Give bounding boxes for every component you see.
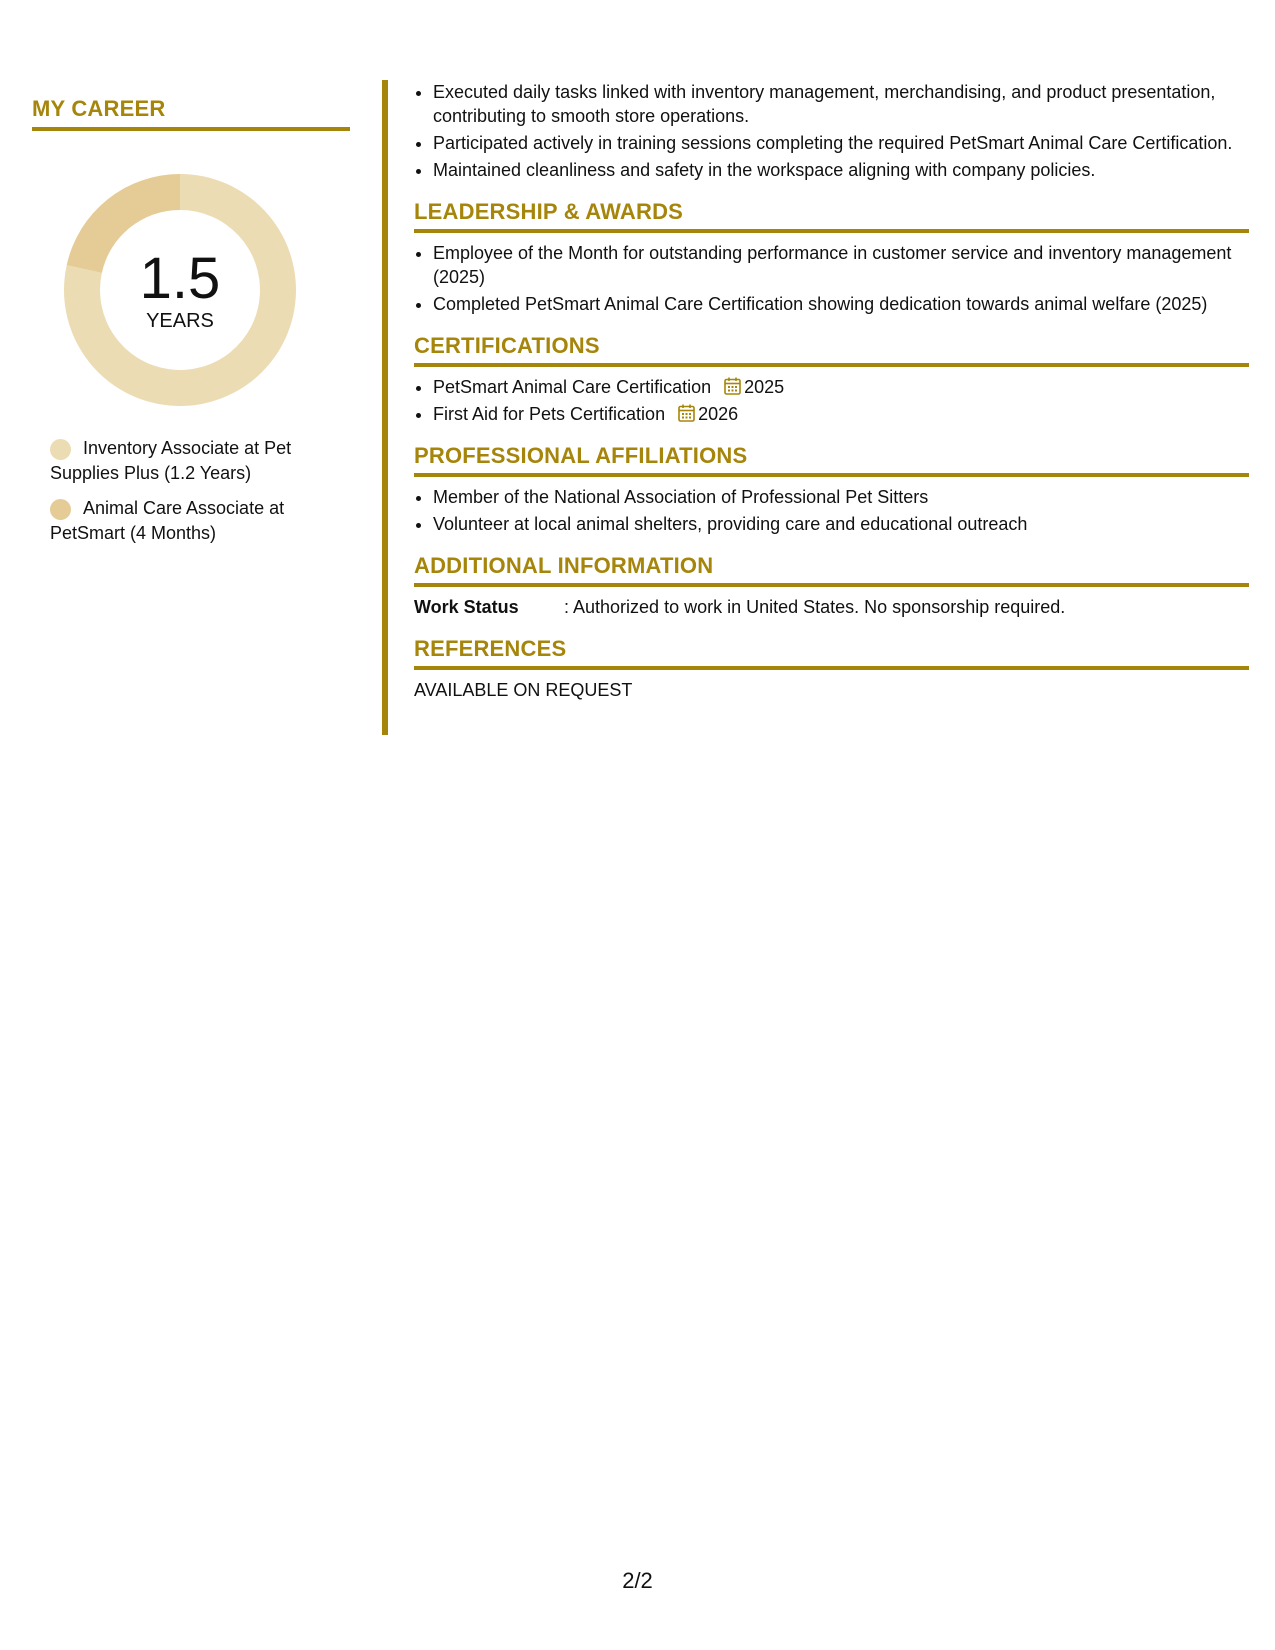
- leadership-list: [414, 241, 1249, 316]
- list-item: • Executed daily tasks linked with inventory management, merchandising, and product presentation, contributing to smooth store operations.: [433, 80, 1249, 128]
- section-heading: PROFESSIONAL AFFILIATIONS: [414, 443, 1249, 477]
- certification-year: 2026: [698, 404, 739, 424]
- list-item: • Maintained cleanliness and safety in the workspace aligning with company policies.: [433, 158, 1249, 182]
- legend-label: Animal Care Associate at PetSmart (4 Months): [50, 498, 285, 543]
- certification-name: First Aid for Pets Certification: [433, 404, 666, 424]
- affiliations-section: [414, 443, 1249, 536]
- legend-label: Inventory Associate at Pet Supplies Plus (1.2 Years): [50, 438, 292, 483]
- column-divider: [382, 80, 388, 735]
- calendar-icon: [724, 377, 741, 395]
- certifications-list: [414, 375, 1249, 426]
- work-status-value: : Authorized to work in United States. No sponsorship required.: [564, 597, 1066, 617]
- total-years-unit: YEARS: [146, 310, 214, 332]
- section-heading: REFERENCES: [414, 636, 1249, 670]
- donut-center: [64, 174, 296, 406]
- legend-color-dot: [50, 499, 71, 520]
- calendar-icon: [678, 404, 695, 422]
- career-heading: MY CAREER: [32, 96, 350, 131]
- section-heading: CERTIFICATIONS: [414, 333, 1249, 367]
- list-item: • Participated actively in training sessions completing the required PetSmart Animal Care Certification.: [433, 131, 1249, 155]
- work-status-row: [414, 595, 1249, 619]
- legend-color-dot: [50, 439, 71, 460]
- page-number: 2/2: [622, 1568, 653, 1593]
- leadership-section: [414, 199, 1249, 316]
- additional-info-section: [414, 553, 1249, 619]
- list-item: [433, 402, 1249, 426]
- work-status-label: Work Status: [414, 597, 519, 617]
- certification-name: PetSmart Animal Care Certification: [433, 377, 712, 397]
- list-item: • Volunteer at local animal shelters, providing care and educational outreach: [433, 512, 1249, 536]
- section-heading: LEADERSHIP & AWARDS: [414, 199, 1249, 233]
- certifications-section: [414, 333, 1249, 426]
- section-heading: ADDITIONAL INFORMATION: [414, 553, 1249, 587]
- certification-year: 2025: [744, 377, 785, 397]
- list-item: • Member of the National Association of Professional Pet Sitters: [433, 485, 1249, 509]
- references-text: AVAILABLE ON REQUEST: [414, 680, 633, 700]
- main-content: [414, 80, 1249, 702]
- career-donut-chart: [64, 174, 296, 406]
- list-item: • Completed PetSmart Animal Care Certification showing dedication towards animal welfare (2025): [433, 292, 1249, 316]
- affiliations-list: [414, 485, 1249, 536]
- legend-item: [50, 496, 350, 546]
- legend-item: [50, 436, 350, 486]
- experience-bullets: [414, 80, 1249, 182]
- career-sidebar: [32, 96, 350, 556]
- list-item: [433, 375, 1249, 399]
- career-legend: [32, 436, 350, 546]
- list-item: • Employee of the Month for outstanding performance in customer service and inventory management (2025): [433, 241, 1249, 289]
- references-section: [414, 636, 1249, 702]
- total-years-value: 1.5: [139, 246, 221, 311]
